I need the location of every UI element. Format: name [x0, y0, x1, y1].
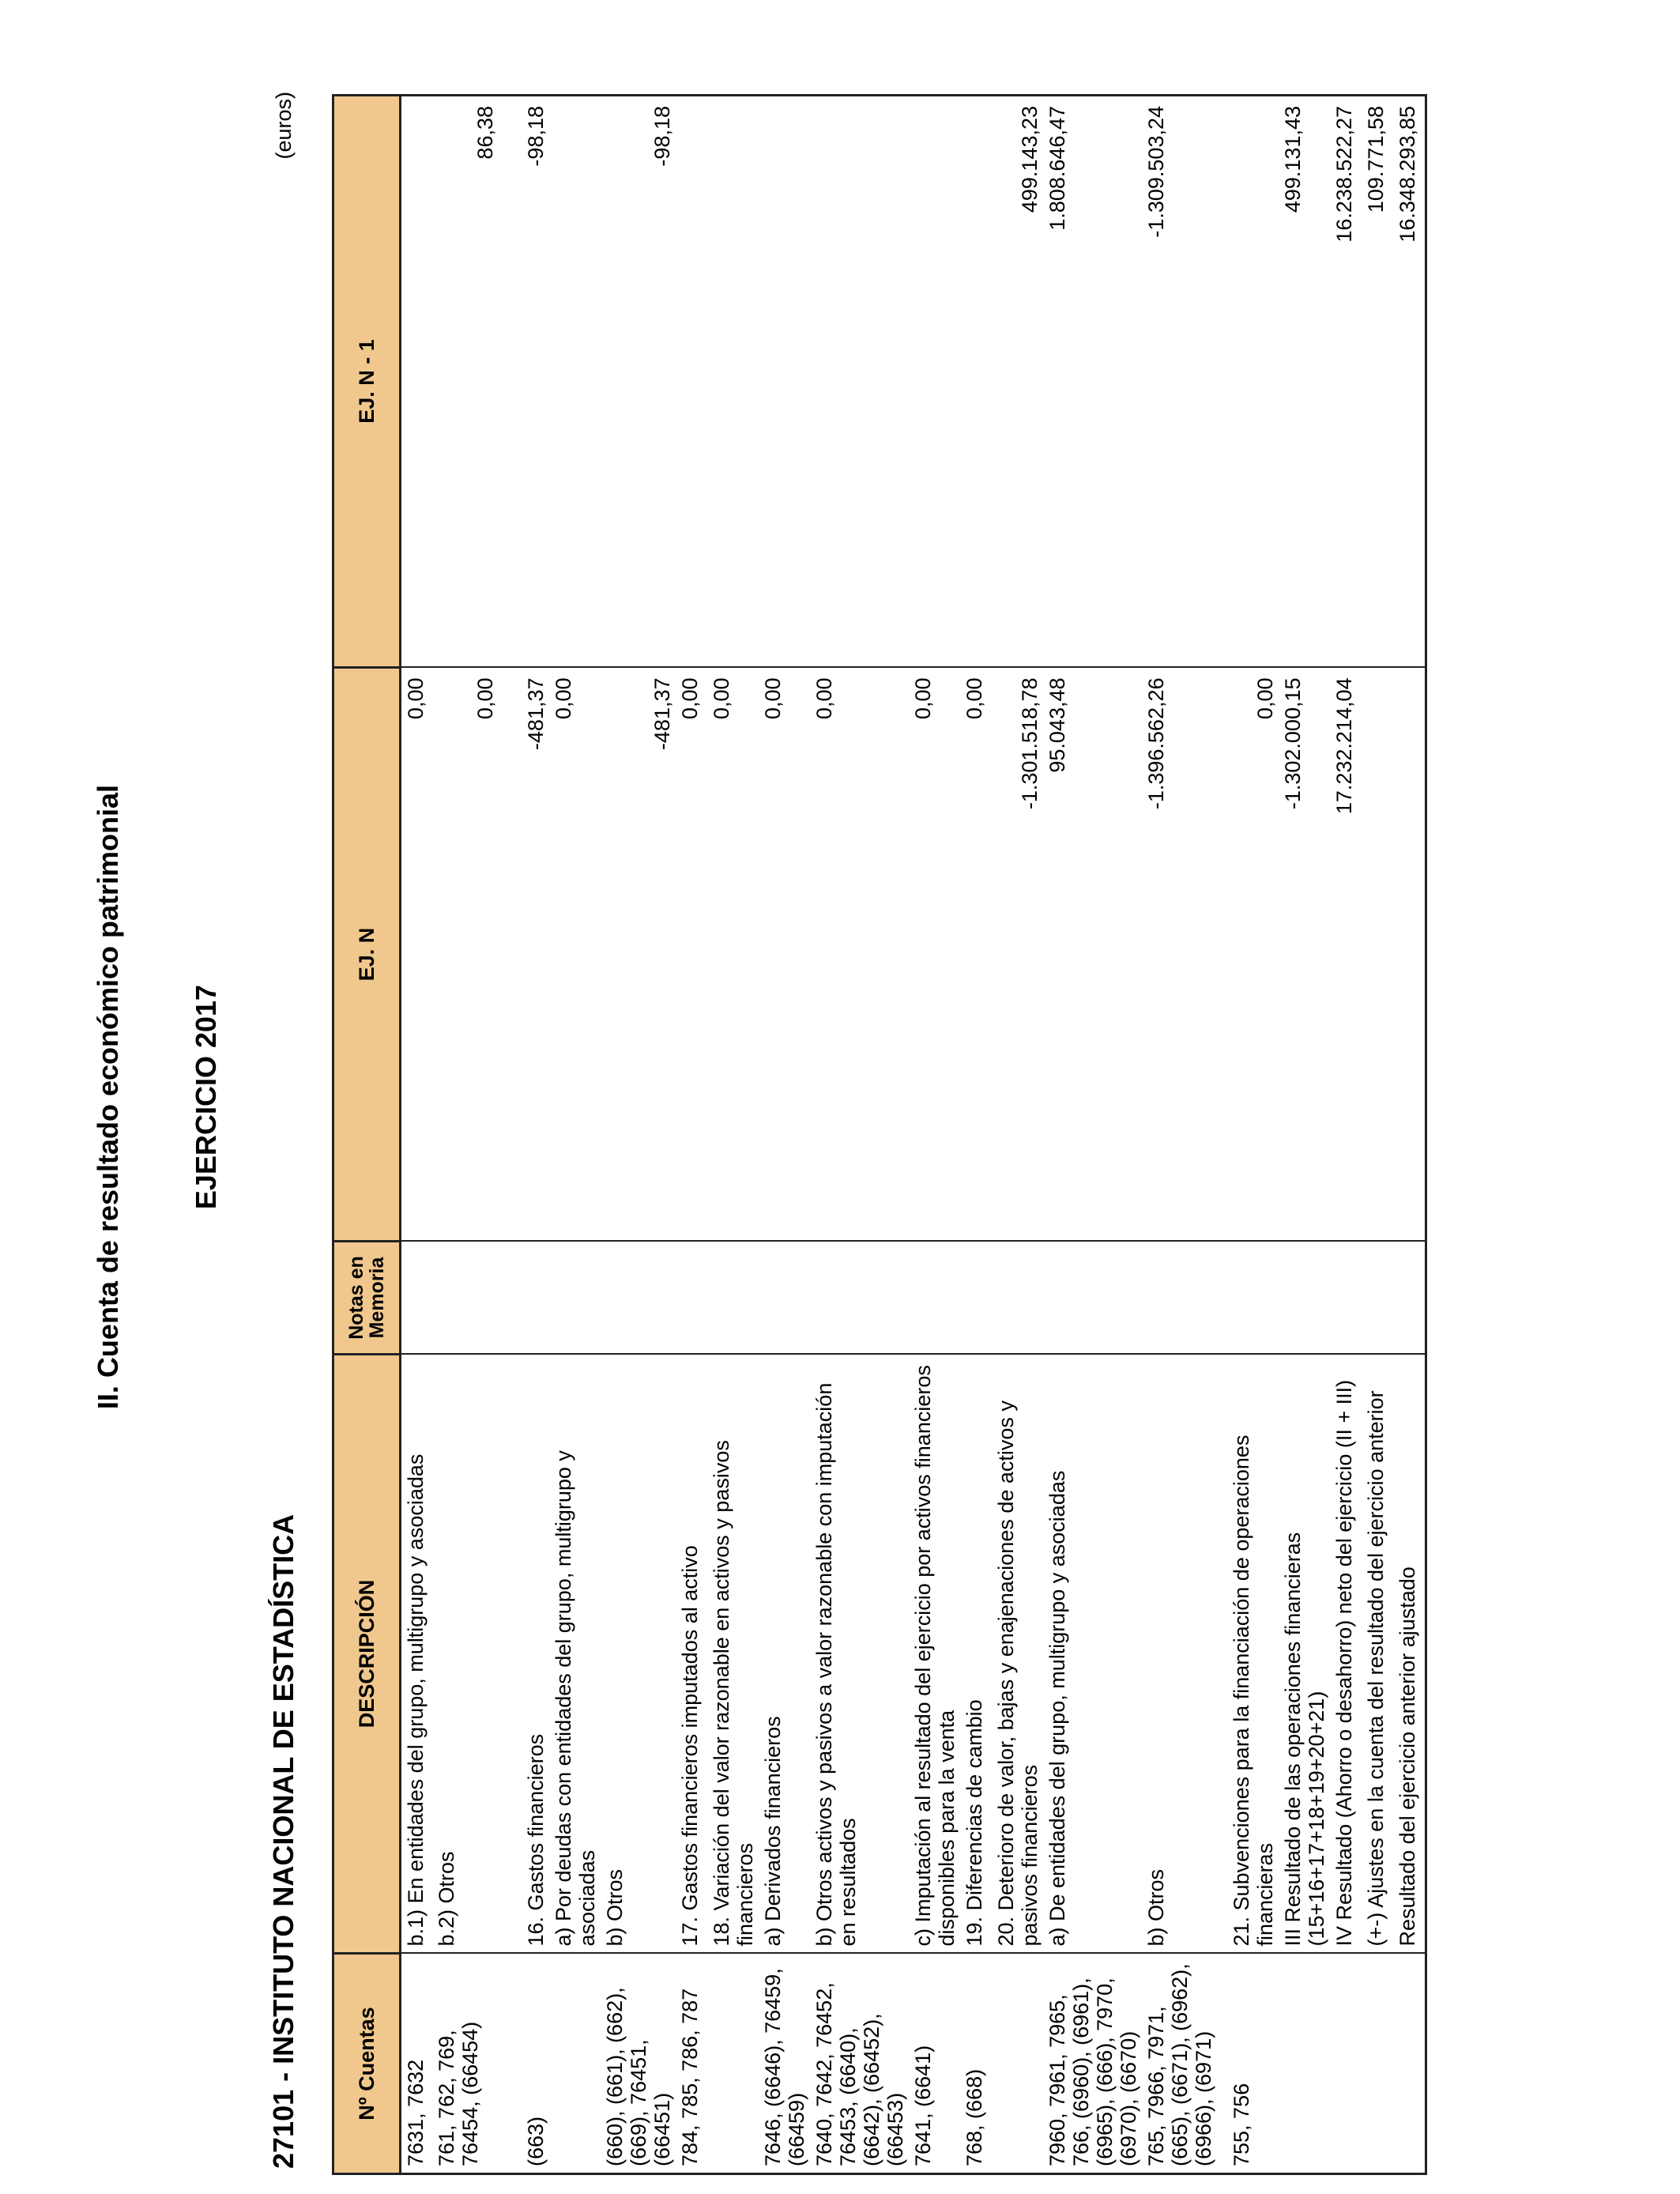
previous-year-value: -98,18 — [499, 96, 549, 668]
table-row — [499, 96, 549, 2174]
col-header-accounts: Nº Cuentas — [333, 1954, 401, 2174]
account-codes-cell: (660), (661), (662), (669), 76451, (66451) — [601, 1954, 676, 2174]
description-cell: 16. Gastos financieros — [499, 1355, 549, 1954]
previous-year-value — [549, 96, 601, 668]
table-row — [1279, 96, 1330, 2174]
table-row — [432, 96, 499, 2174]
table-row — [810, 96, 909, 2174]
account-codes-cell — [992, 1954, 1043, 2174]
account-codes-cell: 7646, (6646), 76459, (66459) — [759, 1954, 810, 2174]
description-cell: IV Resultado (Ahorro o desahorro) neto del ejercicio (II + III) — [1330, 1355, 1362, 1954]
table-header-row — [333, 96, 401, 2174]
table-row — [992, 96, 1043, 2174]
table-row — [401, 96, 432, 2174]
account-codes-cell: 7960, 7961, 7965, 766, (6960), (6961), (6965), (666), 7970, (6970), (6670) — [1043, 1954, 1142, 2174]
current-year-value: 0,00 — [676, 668, 707, 1242]
account-codes-cell: 765, 7966, 7971, (665), (6671), (6962), (6966), (6971) — [1142, 1954, 1227, 2174]
current-year-value: 0,00 — [549, 668, 601, 1242]
previous-year-value: -98,18 — [601, 96, 676, 668]
account-codes-cell: 761, 762, 769, 76454, (66454) — [432, 1954, 499, 2174]
notes-cell — [1362, 1242, 1393, 1355]
table-row — [759, 96, 810, 2174]
account-codes-cell — [1279, 1954, 1330, 2174]
current-year-value: -1.301.518,78 — [992, 668, 1043, 1242]
description-cell: 19. Diferencias de cambio — [960, 1355, 992, 1954]
table-row — [707, 96, 759, 2174]
table-row — [1043, 96, 1142, 2174]
previous-year-value: -1.309.503,24 — [1142, 96, 1227, 668]
previous-year-value — [676, 96, 707, 668]
notes-cell — [1043, 1242, 1142, 1355]
results-table — [332, 94, 1427, 2175]
account-codes-cell: 7640, 7642, 76452, 76453, (6640), (6642), (66452), (66453) — [810, 1954, 909, 2174]
notes-cell — [1393, 1242, 1426, 1355]
table-row — [1142, 96, 1227, 2174]
notes-cell — [601, 1242, 676, 1355]
current-year-value: -481,37 — [499, 668, 549, 1242]
previous-year-value: 16.238.522,27 — [1330, 96, 1362, 668]
current-year-value: -1.302.000,15 — [1279, 668, 1330, 1242]
notes-cell — [1330, 1242, 1362, 1355]
notes-cell — [1279, 1242, 1330, 1355]
notes-cell — [992, 1242, 1043, 1355]
description-cell: b) Otros — [601, 1355, 676, 1954]
table-body — [401, 96, 1426, 2174]
notes-cell — [1227, 1242, 1279, 1355]
account-codes-cell: 768, (668) — [960, 1954, 992, 2174]
col-header-description: DESCRIPCIÓN — [333, 1355, 401, 1954]
notes-cell — [549, 1242, 601, 1355]
table-row — [1227, 96, 1279, 2174]
current-year-value: 0,00 — [432, 668, 499, 1242]
currency-units: (euros) — [272, 92, 296, 160]
current-year-value: 0,00 — [401, 668, 432, 1242]
previous-year-value: 86,38 — [432, 96, 499, 668]
description-cell: 18. Variación del valor razonable en activos y pasivos financieros — [707, 1355, 759, 1954]
description-cell: a) Por deudas con entidades del grupo, multigrupo y asociadas — [549, 1355, 601, 1954]
current-year-value: 0,00 — [1227, 668, 1279, 1242]
table-row — [601, 96, 676, 2174]
current-year-value: 95.043,48 — [1043, 668, 1142, 1242]
description-cell: 20. Deterioro de valor, bajas y enajenaciones de activos y pasivos financieros — [992, 1355, 1043, 1954]
current-year-value — [1362, 668, 1393, 1242]
table-row — [1393, 96, 1426, 2174]
current-year-value: -1.396.562,26 — [1142, 668, 1227, 1242]
notes-cell — [960, 1242, 992, 1355]
description-cell: b.1) En entidades del grupo, multigrupo y asociadas — [401, 1355, 432, 1954]
previous-year-value — [810, 96, 909, 668]
description-cell: b) Otros activos y pasivos a valor razonable con imputación en resultados — [810, 1355, 909, 1954]
table-row — [960, 96, 992, 2174]
account-codes-cell — [549, 1954, 601, 2174]
description-cell: a) Derivados financieros — [759, 1355, 810, 1954]
description-cell: c) Imputación al resultado del ejercicio por activos financieros disponibles para la venta — [909, 1355, 960, 1954]
current-year-value: 0,00 — [707, 668, 759, 1242]
notes-cell — [759, 1242, 810, 1355]
previous-year-value — [401, 96, 432, 668]
notes-cell — [1142, 1242, 1227, 1355]
previous-year-value: 1.808.646,47 — [1043, 96, 1142, 668]
table-row — [909, 96, 960, 2174]
col-header-current-year: EJ. N — [333, 668, 401, 1242]
notes-cell — [810, 1242, 909, 1355]
account-codes-cell — [1393, 1954, 1426, 2174]
current-year-value: 0,00 — [810, 668, 909, 1242]
col-header-previous-year: EJ. N - 1 — [333, 96, 401, 668]
description-cell: Resultado del ejercicio anterior ajustado — [1393, 1355, 1426, 1954]
current-year-value: -481,37 — [601, 668, 676, 1242]
description-cell: a) De entidades del grupo, multigrupo y asociadas — [1043, 1355, 1142, 1954]
current-year-value: 17.232.214,04 — [1330, 668, 1362, 1242]
description-cell: III Resultado de las operaciones financieras (15+16+17+18+19+20+21) — [1279, 1355, 1330, 1954]
previous-year-value — [909, 96, 960, 668]
notes-cell — [499, 1242, 549, 1355]
notes-cell — [909, 1242, 960, 1355]
description-cell: (+-) Ajustes en la cuenta del resultado del ejercicio anterior — [1362, 1355, 1393, 1954]
account-codes-cell: 755, 756 — [1227, 1954, 1279, 2174]
table-row — [676, 96, 707, 2174]
current-year-value: 0,00 — [960, 668, 992, 1242]
col-header-notes: Notas en Memoria — [333, 1242, 401, 1355]
table-row — [1362, 96, 1393, 2174]
current-year-value — [1393, 668, 1426, 1242]
account-codes-cell — [1362, 1954, 1393, 2174]
previous-year-value: 109.771,58 — [1362, 96, 1393, 668]
notes-cell — [676, 1242, 707, 1355]
description-cell: b.2) Otros — [432, 1355, 499, 1954]
account-codes-cell: 784, 785, 786, 787 — [676, 1954, 707, 2174]
previous-year-value: 499.131,43 — [1279, 96, 1330, 668]
previous-year-value: 499.143,23 — [992, 96, 1043, 668]
notes-cell — [401, 1242, 432, 1355]
account-codes-cell: (663) — [499, 1954, 549, 2174]
previous-year-value — [960, 96, 992, 668]
description-cell: b) Otros — [1142, 1355, 1227, 1954]
document-title: II. Cuenta de resultado económico patrimonial — [92, 784, 124, 1410]
current-year-value: 0,00 — [909, 668, 960, 1242]
notes-cell — [432, 1242, 499, 1355]
fiscal-year: EJERCICIO 2017 — [190, 984, 222, 1210]
account-codes-cell — [1330, 1954, 1362, 2174]
description-cell: 17. Gastos financieros imputados al activo — [676, 1355, 707, 1954]
current-year-value: 0,00 — [759, 668, 810, 1242]
account-codes-cell: 7631, 7632 — [401, 1954, 432, 2174]
entity-name: 27101 - INSTITUTO NACIONAL DE ESTADÍSTICA — [267, 1514, 299, 2169]
previous-year-value: 16.348.293,85 — [1393, 96, 1426, 668]
account-codes-cell — [707, 1954, 759, 2174]
previous-year-value — [1227, 96, 1279, 668]
description-cell: 21. Subvenciones para la financiación de operaciones financieras — [1227, 1355, 1279, 1954]
account-codes-cell: 7641, (6641) — [909, 1954, 960, 2174]
table-row — [1330, 96, 1362, 2174]
previous-year-value — [707, 96, 759, 668]
previous-year-value — [759, 96, 810, 668]
notes-cell — [707, 1242, 759, 1355]
table-row — [549, 96, 601, 2174]
